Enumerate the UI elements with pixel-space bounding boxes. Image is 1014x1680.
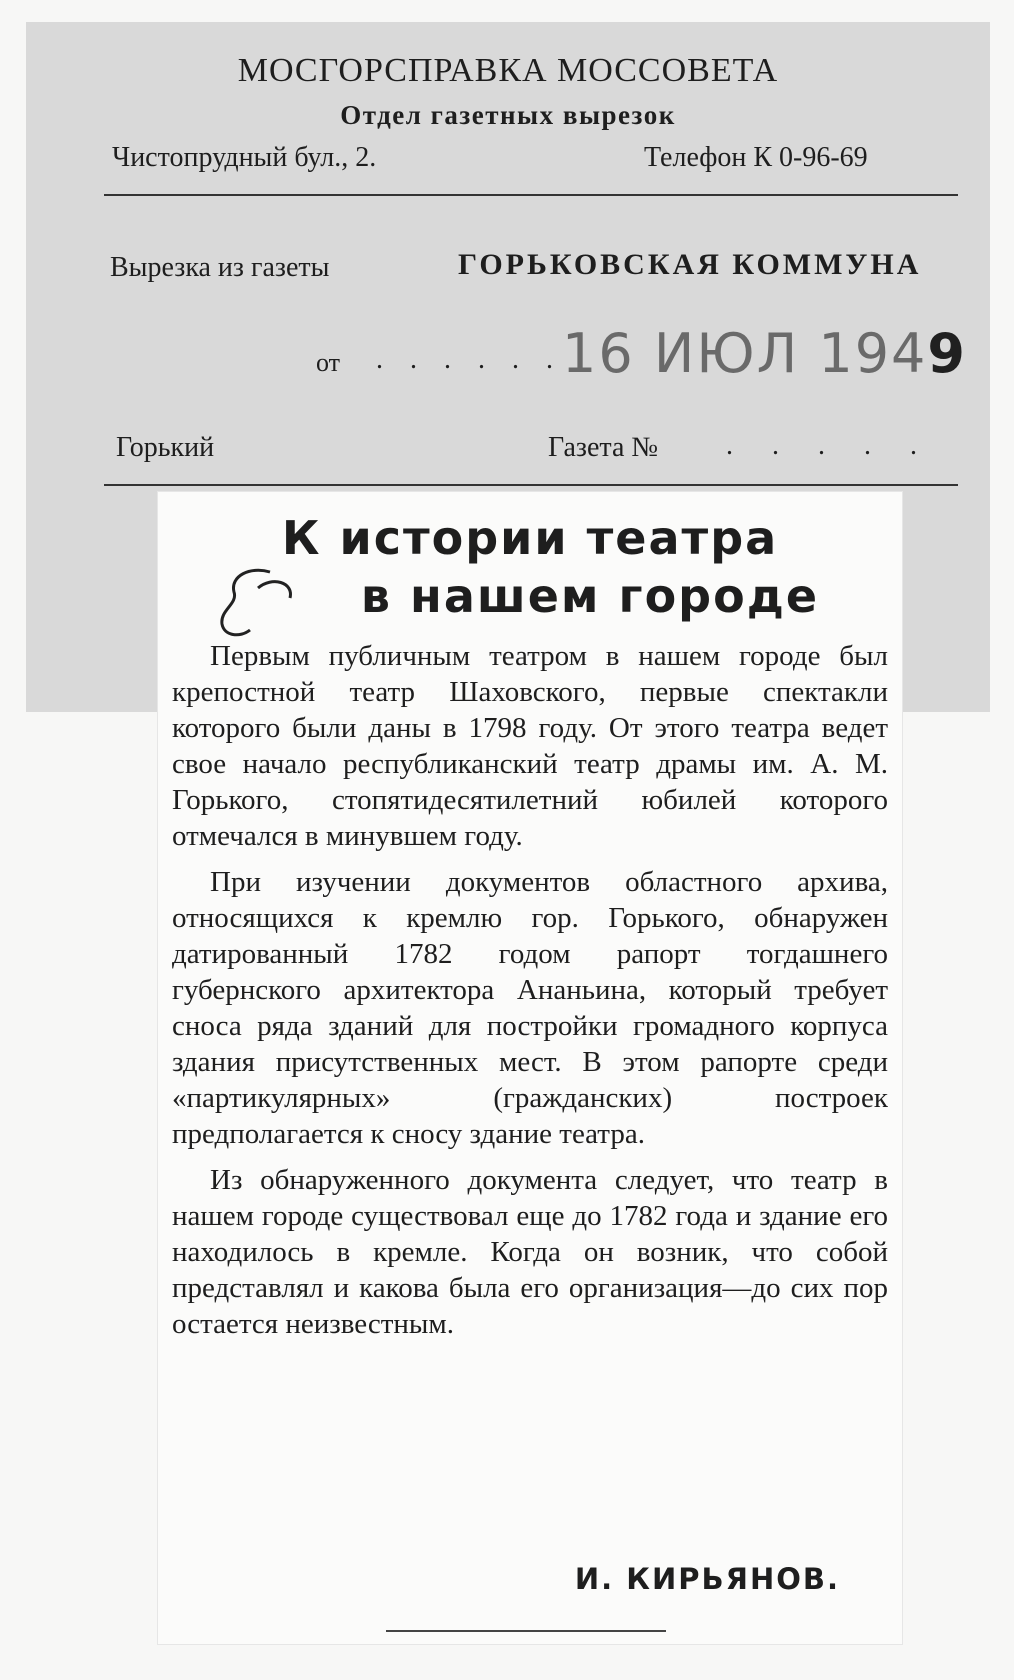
divider: [104, 484, 958, 486]
headline-line-2: в нашем городе: [360, 569, 820, 623]
date-blank-dots: . . . . . .: [376, 344, 563, 375]
article-paragraph: При изучении документов областного архива, относящихся к кремлю гор. Горького, обнаружен датированный 1782 годом рапорт тогдашнего губернского архитектора Ананьина, который требует сноса ряда зданий для постройки громадного корпуса здания присутственных мест. В этом рапорте среди «партикулярных» (гражданских) построек предполагается к сносу здание театра.: [172, 866, 888, 1150]
newspaper-name: ГОРЬКОВСКАЯ КОММУНА: [458, 248, 922, 281]
newspaper-number-dots: . . . . .: [726, 430, 933, 461]
headline-line-1: К истории театра: [281, 511, 779, 565]
article-author: И. КИРЬЯНОВ.: [574, 1562, 840, 1596]
end-rule: [386, 1630, 666, 1632]
phone-number: Телефон К 0-96-69: [644, 142, 868, 173]
date-stamp-main: 16 ИЮЛ 194: [562, 322, 928, 385]
date-from-label: от: [316, 348, 341, 377]
organization-name: МОСГОРСПРАВКА МОССОВЕТА: [237, 52, 779, 89]
article-body: [172, 638, 888, 1352]
clip-source-label: Вырезка из газеты: [110, 252, 330, 283]
newspaper-clipping: [158, 492, 902, 1644]
date-stamp: [562, 322, 967, 385]
department-name: Отдел газетных вырезок: [340, 100, 676, 130]
article-paragraph: Из обнаруженного документа следует, что театр в нашем городе существовал еще до 1782 года и здание его находилось в кремле. Когда он возник, что собой представлял и какова была его организация—до сих пор остается неизвестным.: [172, 1164, 888, 1340]
address: Чистопрудный бул., 2.: [112, 142, 377, 173]
city-name: Горький: [116, 432, 215, 463]
date-stamp-last-digit: 9: [927, 322, 967, 385]
divider: [104, 194, 958, 196]
article-paragraph: Первым публичным театром в нашем городе был крепостной театр Шаховского, первые спектакли которого были даны в 1798 году. От этого театра ведет свое начало республиканский театр драмы им. А. М. Горького, стопятидесятилетний юбилей которого отмечался в минувшем году.: [172, 640, 888, 852]
newspaper-number-label: Газета №: [548, 432, 659, 463]
